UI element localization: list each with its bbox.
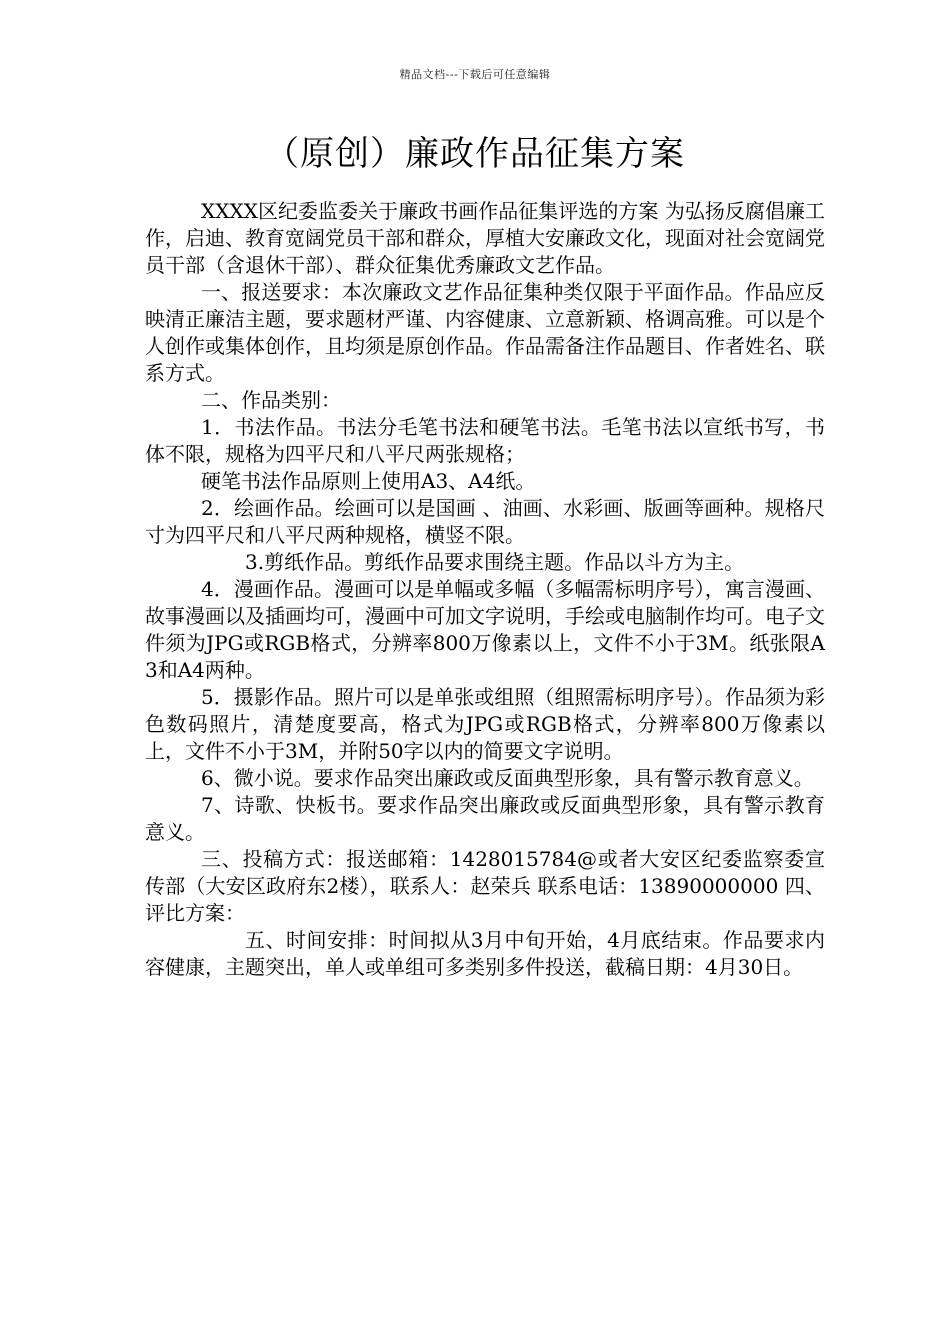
category-comics: 4．漫画作品。漫画可以是单幅或多幅（多幅需标明序号），寓言漫画、故事漫画以及插画均可，漫画中可加文字说明，手绘或电脑制作均可。电子文件须为JPG或RGB格式，分辨率800万像素以上，文件不小于3M。纸张限A3和A4两种。 bbox=[145, 577, 825, 682]
section-categories-heading: 二、作品类别： bbox=[201, 388, 341, 412]
category-painting: 2．绘画作品。绘画可以是国画 、油画、水彩画、版画等画种。规格尺寸为四平尺和八平尺两种规格，横竖不限。 bbox=[145, 496, 825, 547]
category-hard-pen: 硬笔书法作品原则上使用A3、A4纸。 bbox=[201, 469, 536, 493]
category-photography: 5．摄影作品。照片可以是单张或组照（组照需标明序号）。作品须为彩色数码照片，清楚度要高，格式为JPG或RGB格式，分辨率800万像素以上，文件不小于3M，并附50字以内的简要文字说明。 bbox=[145, 685, 825, 763]
header-note: 精品文档---下载后可任意编辑 bbox=[399, 68, 551, 81]
category-poetry: 7、诗歌、快板书。要求作品突出廉政或反面典型形象，具有警示教育意义。 bbox=[145, 793, 825, 844]
document-title: （原创）廉政作品征集方案 bbox=[265, 134, 685, 174]
section-submission-requirements: 一、报送要求：本次廉政文艺作品征集种类仅限于平面作品。作品应反映清正廉洁主题，要求题材严谨、内容健康、立意新颖、格调高雅。可以是个人创作或集体创作，且均须是原创作品。作品需备注作品题目、作者姓名、联系方式。 bbox=[145, 280, 825, 385]
category-calligraphy: 1．书法作品。书法分毛笔书法和硬笔书法。毛笔书法以宣纸书写，书体不限，规格为四平尺和八平尺两张规格； bbox=[145, 415, 825, 466]
category-paper-cutting: 3.剪纸作品。剪纸作品要求围绕主题。作品以斗方为主。 bbox=[245, 550, 745, 574]
section-submission-method: 三、投稿方式：报送邮箱：1428015784@或者大安区纪委监察委宣传部（大安区政府东2楼），联系人：赵荣兵 联系电话：13890000000 四、评比方案： bbox=[145, 847, 825, 925]
intro-paragraph: XXXX区纪委监委关于廉政书画作品征集评选的方案 为弘扬反腐倡廉工作，启迪、教育宽阔党员干部和群众，厚植大安廉政文化，现面对社会宽阔党员干部（含退休干部）、群众征集优秀廉政文艺作品。 bbox=[145, 199, 825, 277]
section-schedule: 五、时间安排：时间拟从3月中旬开始，4月底结束。作品要求内容健康，主题突出，单人或单组可多类别多件投送，截稿日期：4月30日。 bbox=[145, 928, 825, 979]
document-body bbox=[145, 198, 825, 981]
category-micro-fiction: 6、微小说。要求作品突出廉政或反面典型形象，具有警示教育意义。 bbox=[201, 766, 814, 790]
